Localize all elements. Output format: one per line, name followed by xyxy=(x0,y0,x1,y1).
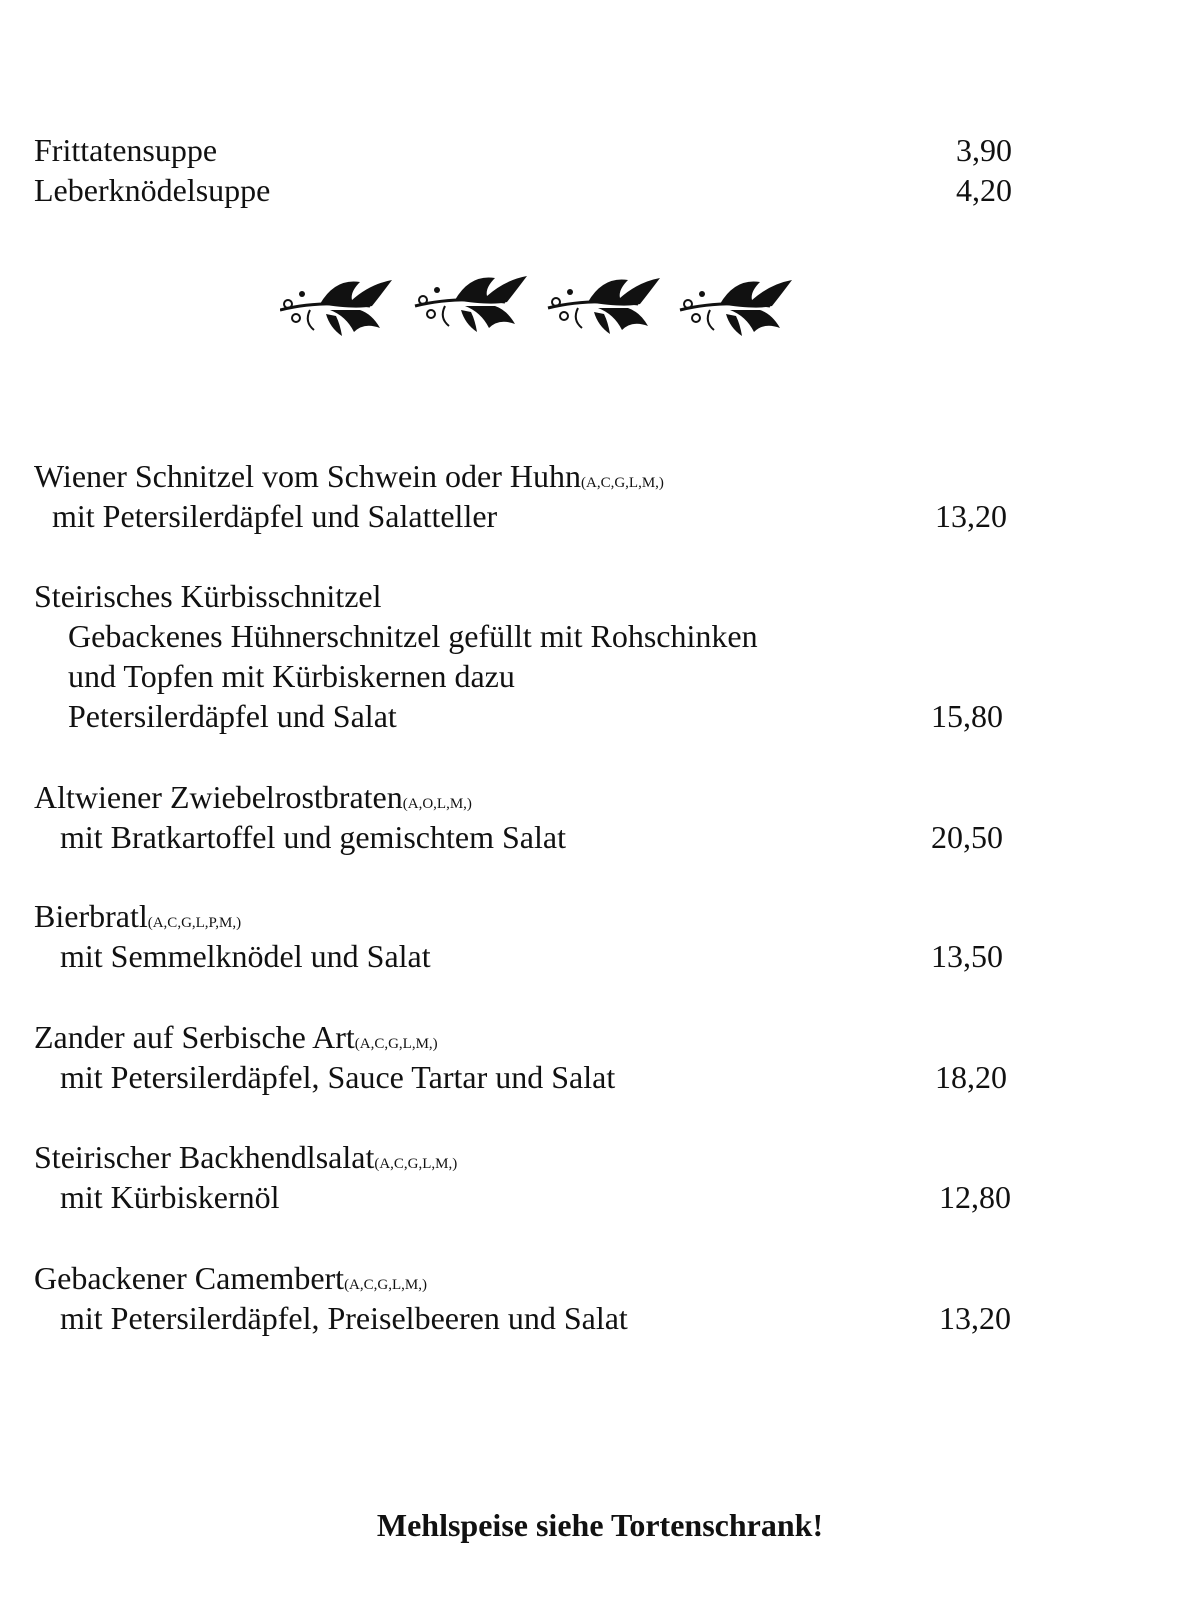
dish-allergens: (A,C,G,L,P,M,) xyxy=(147,915,242,931)
dish-description: mit Semmelknödel und Salat xyxy=(60,938,431,974)
dish-description: Gebackenes Hühnerschnitzel gefüllt mit Rohschinken xyxy=(68,618,758,654)
dish-name: Steirischer Backhendlsalat xyxy=(34,1139,375,1175)
leaf-sprig-icon xyxy=(280,280,392,336)
dish-description: mit Bratkartoffel und gemischtem Salat xyxy=(60,819,566,855)
dish-allergens: (A,C,G,L,M,) xyxy=(354,1036,438,1052)
dish-name: Altwiener Zwiebelrostbraten xyxy=(34,779,403,815)
dish-description: mit Kürbiskernöl xyxy=(60,1179,280,1215)
soup-price-leberknoedelsuppe: 4,20 xyxy=(956,172,1012,208)
dish-name: Wiener Schnitzel vom Schwein oder Huhn xyxy=(34,458,582,494)
dish-price: 13,50 xyxy=(931,938,1003,974)
dish-name: Steirisches Kürbisschnitzel xyxy=(34,578,382,614)
dish-description: und Topfen mit Kürbiskernen dazu xyxy=(68,658,515,694)
dish-title xyxy=(34,576,381,616)
dish-allergens: (A,C,G,L,M,) xyxy=(581,475,664,491)
dish-allergens: (A,O,L,M,) xyxy=(402,796,472,812)
dessert-note: Mehlspeise siehe Tortenschrank! xyxy=(376,1507,824,1543)
dish-price: 13,20 xyxy=(935,498,1007,534)
dish-allergens: (A,C,G,L,M,) xyxy=(344,1277,427,1293)
dish-price: 13,20 xyxy=(939,1300,1011,1336)
dish-name: Bierbratl xyxy=(34,898,148,934)
dish-description: mit Petersilerdäpfel, Preiselbeeren und Salat xyxy=(60,1300,628,1336)
leaf-sprig-icon xyxy=(548,278,660,334)
dish-price: 20,50 xyxy=(931,819,1003,855)
dish-name: Zander auf Serbische Art xyxy=(34,1019,355,1055)
dish-name: Gebackener Camembert xyxy=(34,1260,345,1296)
dish-description: mit Petersilerdäpfel, Sauce Tartar und Salat xyxy=(60,1059,616,1095)
leaf-sprig-icon xyxy=(680,280,792,336)
leaf-sprig-icon xyxy=(415,276,527,332)
dish-description: Petersilerdäpfel und Salat xyxy=(68,698,397,734)
dish-price: 18,20 xyxy=(935,1059,1007,1095)
soup-name-frittatensuppe: Frittatensuppe xyxy=(34,132,218,168)
dish-allergens: (A,C,G,L,M,) xyxy=(374,1156,458,1172)
soup-price-frittatensuppe: 3,90 xyxy=(956,132,1012,168)
dish-price: 15,80 xyxy=(931,698,1003,734)
ornament-divider xyxy=(280,270,820,350)
dish-price: 12,80 xyxy=(939,1179,1011,1215)
soup-name-leberknoedelsuppe: Leberknödelsuppe xyxy=(34,172,271,208)
dish-description: mit Petersilerdäpfel und Salatteller xyxy=(52,498,498,534)
